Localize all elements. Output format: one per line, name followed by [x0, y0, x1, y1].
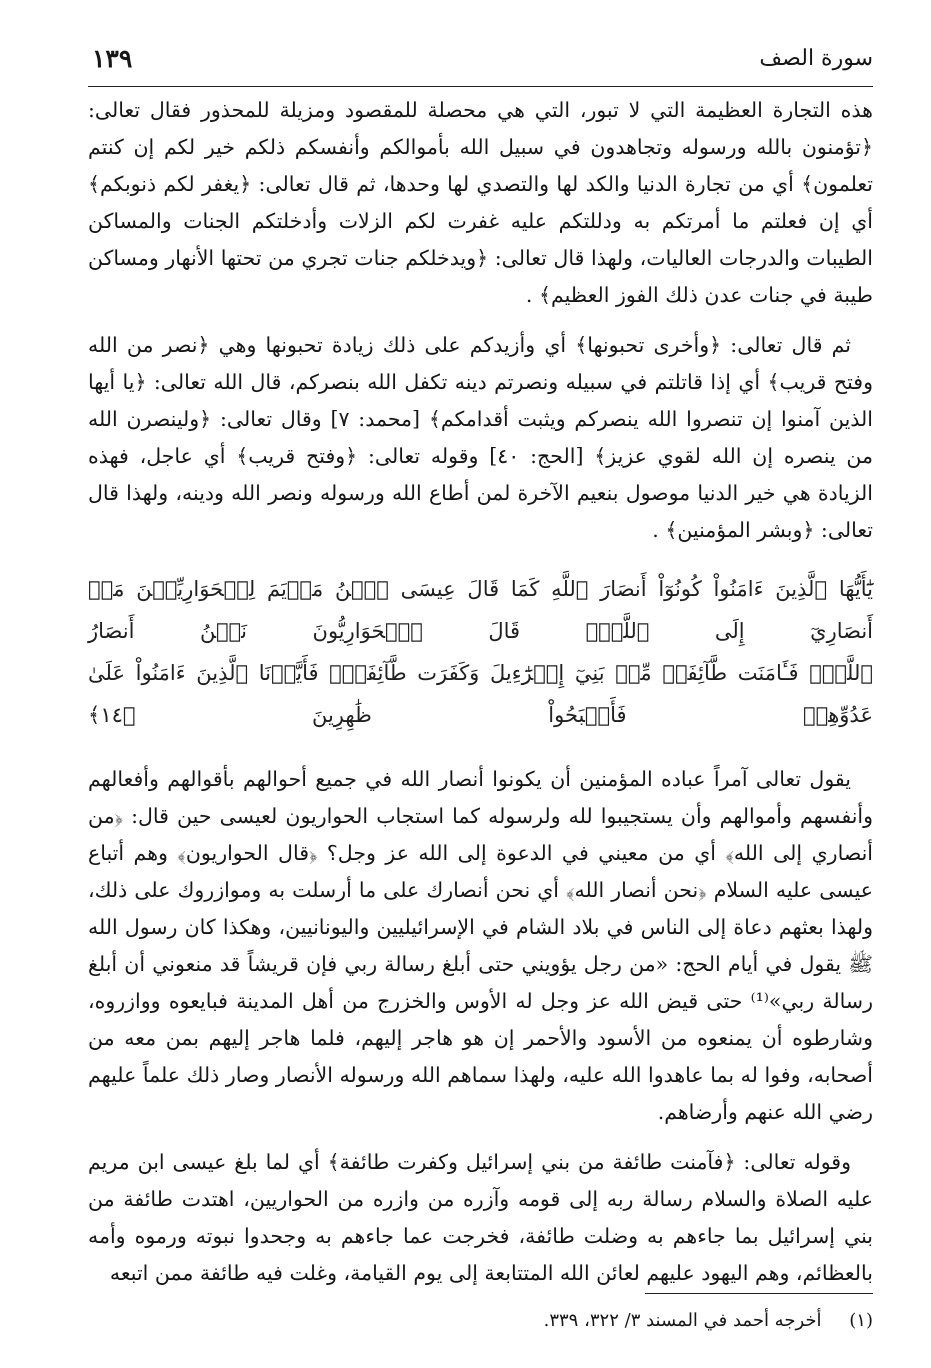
paragraph-ansar: يقول تعالى آمراً عباده المؤمنين أن يكونوا أنصار الله في جميع أحوالهم بأقوالهم وأفعالهم وأنفسهم وأموالهم وأن يستجيبوا لله ولرسوله كما استجاب الحواريون لعيسى حين قال: ﴿من أنصاري إلى الله﴾ أي من معيني في الدعوة إلى الله عز وجل؟ ﴿قال الحواريون﴾ وهم أتباع عيسى عليه السلام ﴿نحن أنصار الله﴾ أي نحن أنصارك على ما أرسلت به وموازروك على ذلك، ولهذا بعثهم دعاة إلى الناس في بلاد الشام في الإسرائيليين واليونانيين، وهكذا كان رسول الله ﷺ يقول في أيام الحج: «من رجل يؤويني حتى أبلغ رسالة ربي فإن قريشاً قد منعوني أن أبلغ رسالة ربي»⁽¹⁾ حتى قيض الله عز وجل له الأوس والخزرج من أهل المدينة فبايعوه ووازروه، وشارطوه أن يمنعوه من الأسود والأحمر إن هو هاجر إليهم، فلما هاجر إليهم بمن معه من أصحابه، وفوا له بما عاهدوا الله عليه، ولهذا سماهم الله ورسوله الأنصار وصار ذلك علماً عليهم رضي الله عنهم وأرضاهم.	[88, 767, 873, 1124]
footnote-number: (١)	[849, 1310, 873, 1331]
page-header	[88, 40, 873, 86]
main-text	[88, 92, 873, 1292]
footnote	[88, 1306, 873, 1336]
paragraph-gap	[88, 314, 873, 327]
paragraph-gap	[88, 736, 873, 761]
paragraph-taifa: وقوله تعالى: ﴿فآمنت طائفة من بني إسرائيل وكفرت طائفة﴾ أي لما بلغ عيسى ابن مريم عليه الصلاة والسلام رسالة ربه إلى قومه وآزره من وازره من الحواريين، اهتدت طائفة من بني إسرائيل بما جاءهم به وضلت طائفة، فخرجت عما جاءهم به وجحدوا نبوته ورموه وأمه بالعظائم، وهم اليهود عليهم لعائن الله المتتابعة إلى يوم القيامة، وغلت فيه طائفة ممن اتبعه	[88, 1150, 873, 1285]
paragraph-nasr: ثم قال تعالى: ﴿وأخرى تحبونها﴾ أي وأزيدكم على ذلك زيادة تحبونها وهي ﴿نصر من الله وفتح قريب﴾ أي إذا قاتلتم في سبيله ونصرتم دينه تكفل الله بنصركم، قال الله تعالى: ﴿يا أيها الذين آمنوا إن تنصروا الله ينصركم ويثبت أقدامكم﴾ [محمد: ٧] وقال تعالى: ﴿ولينصرن الله من ينصره إن الله لقوي عزيز﴾ [الحج: ٤٠] وقوله تعالى: ﴿وفتح قريب﴾ أي عاجل، فهذه الزيادة هي خير الدنيا موصول بنعيم الآخرة لمن أطاع الله ورسوله ونصر الله ودينه، ولهذا قال تعالى: ﴿وبشر المؤمنين﴾ .	[88, 333, 873, 542]
surah-title: سورة الصف	[759, 46, 873, 71]
paragraph-tijara: هذه التجارة العظيمة التي لا تبور، التي هي محصلة للمقصود ومزيلة للمحذور فقال تعالى: ﴿تؤمنون بالله ورسوله وتجاهدون في سبيل الله بأموالكم وأنفسكم ذلكم خير لكم إن كنتم تعلمون﴾ أي من تجارة الدنيا والكد لها والتصدي لها وحدها، ثم قال تعالى: ﴿يغفر لكم ذنوبكم﴾ أي إن فعلتم ما أمرتكم به ودللتكم عليه غفرت لكم الزلات وأدخلتكم الجنات والمساكن الطيبات والدرجات العاليات، ولهذا قال تعالى: ﴿ويدخلكم جنات تجري من تحتها الأنهار ومساكن طيبة في جنات عدن ذلك الفوز العظيم﴾ .	[88, 98, 873, 307]
footnote-divider	[645, 1293, 873, 1294]
footnote-text: أخرجه أحمد في المسند ٣/ ٣٢٢، ٣٣٩.	[543, 1310, 822, 1331]
quran-verse-line: ٱللَّهِۖ فَـَٔامَنَت طَّآئِفَةٞ مِّنۢ بَنِيٓ إِسۡرَٰٓءِيلَ وَكَفَرَت طَّآئِفَةٞۖ فَأَيَّدۡنَا ٱلَّذِينَ ءَامَنُواْ عَلَىٰ عَدُوِّهِمۡ فَأَصۡبَحُواْ ظَٰهِرِينَ ﴿١٤﴾	[88, 661, 873, 727]
quran-verse-block	[88, 568, 873, 736]
paragraph-gap	[88, 549, 873, 568]
header-divider	[88, 86, 873, 87]
paragraph-gap	[88, 1131, 873, 1144]
quran-verse-line: يَٰٓأَيُّهَا ٱلَّذِينَ ءَامَنُواْ كُونُوٓاْ أَنصَارَ ٱللَّهِ كَمَا قَالَ عِيسَى ٱبۡنُ مَرۡيَمَ لِلۡحَوَارِيِّـۧنَ مَنۡ أَنصَارِيٓ إِلَى ٱللَّهِۖ قَالَ ٱلۡحَوَارِيُّونَ نَحۡنُ أَنصَارُ	[88, 577, 873, 643]
page-number: ١٣٩	[92, 44, 133, 73]
